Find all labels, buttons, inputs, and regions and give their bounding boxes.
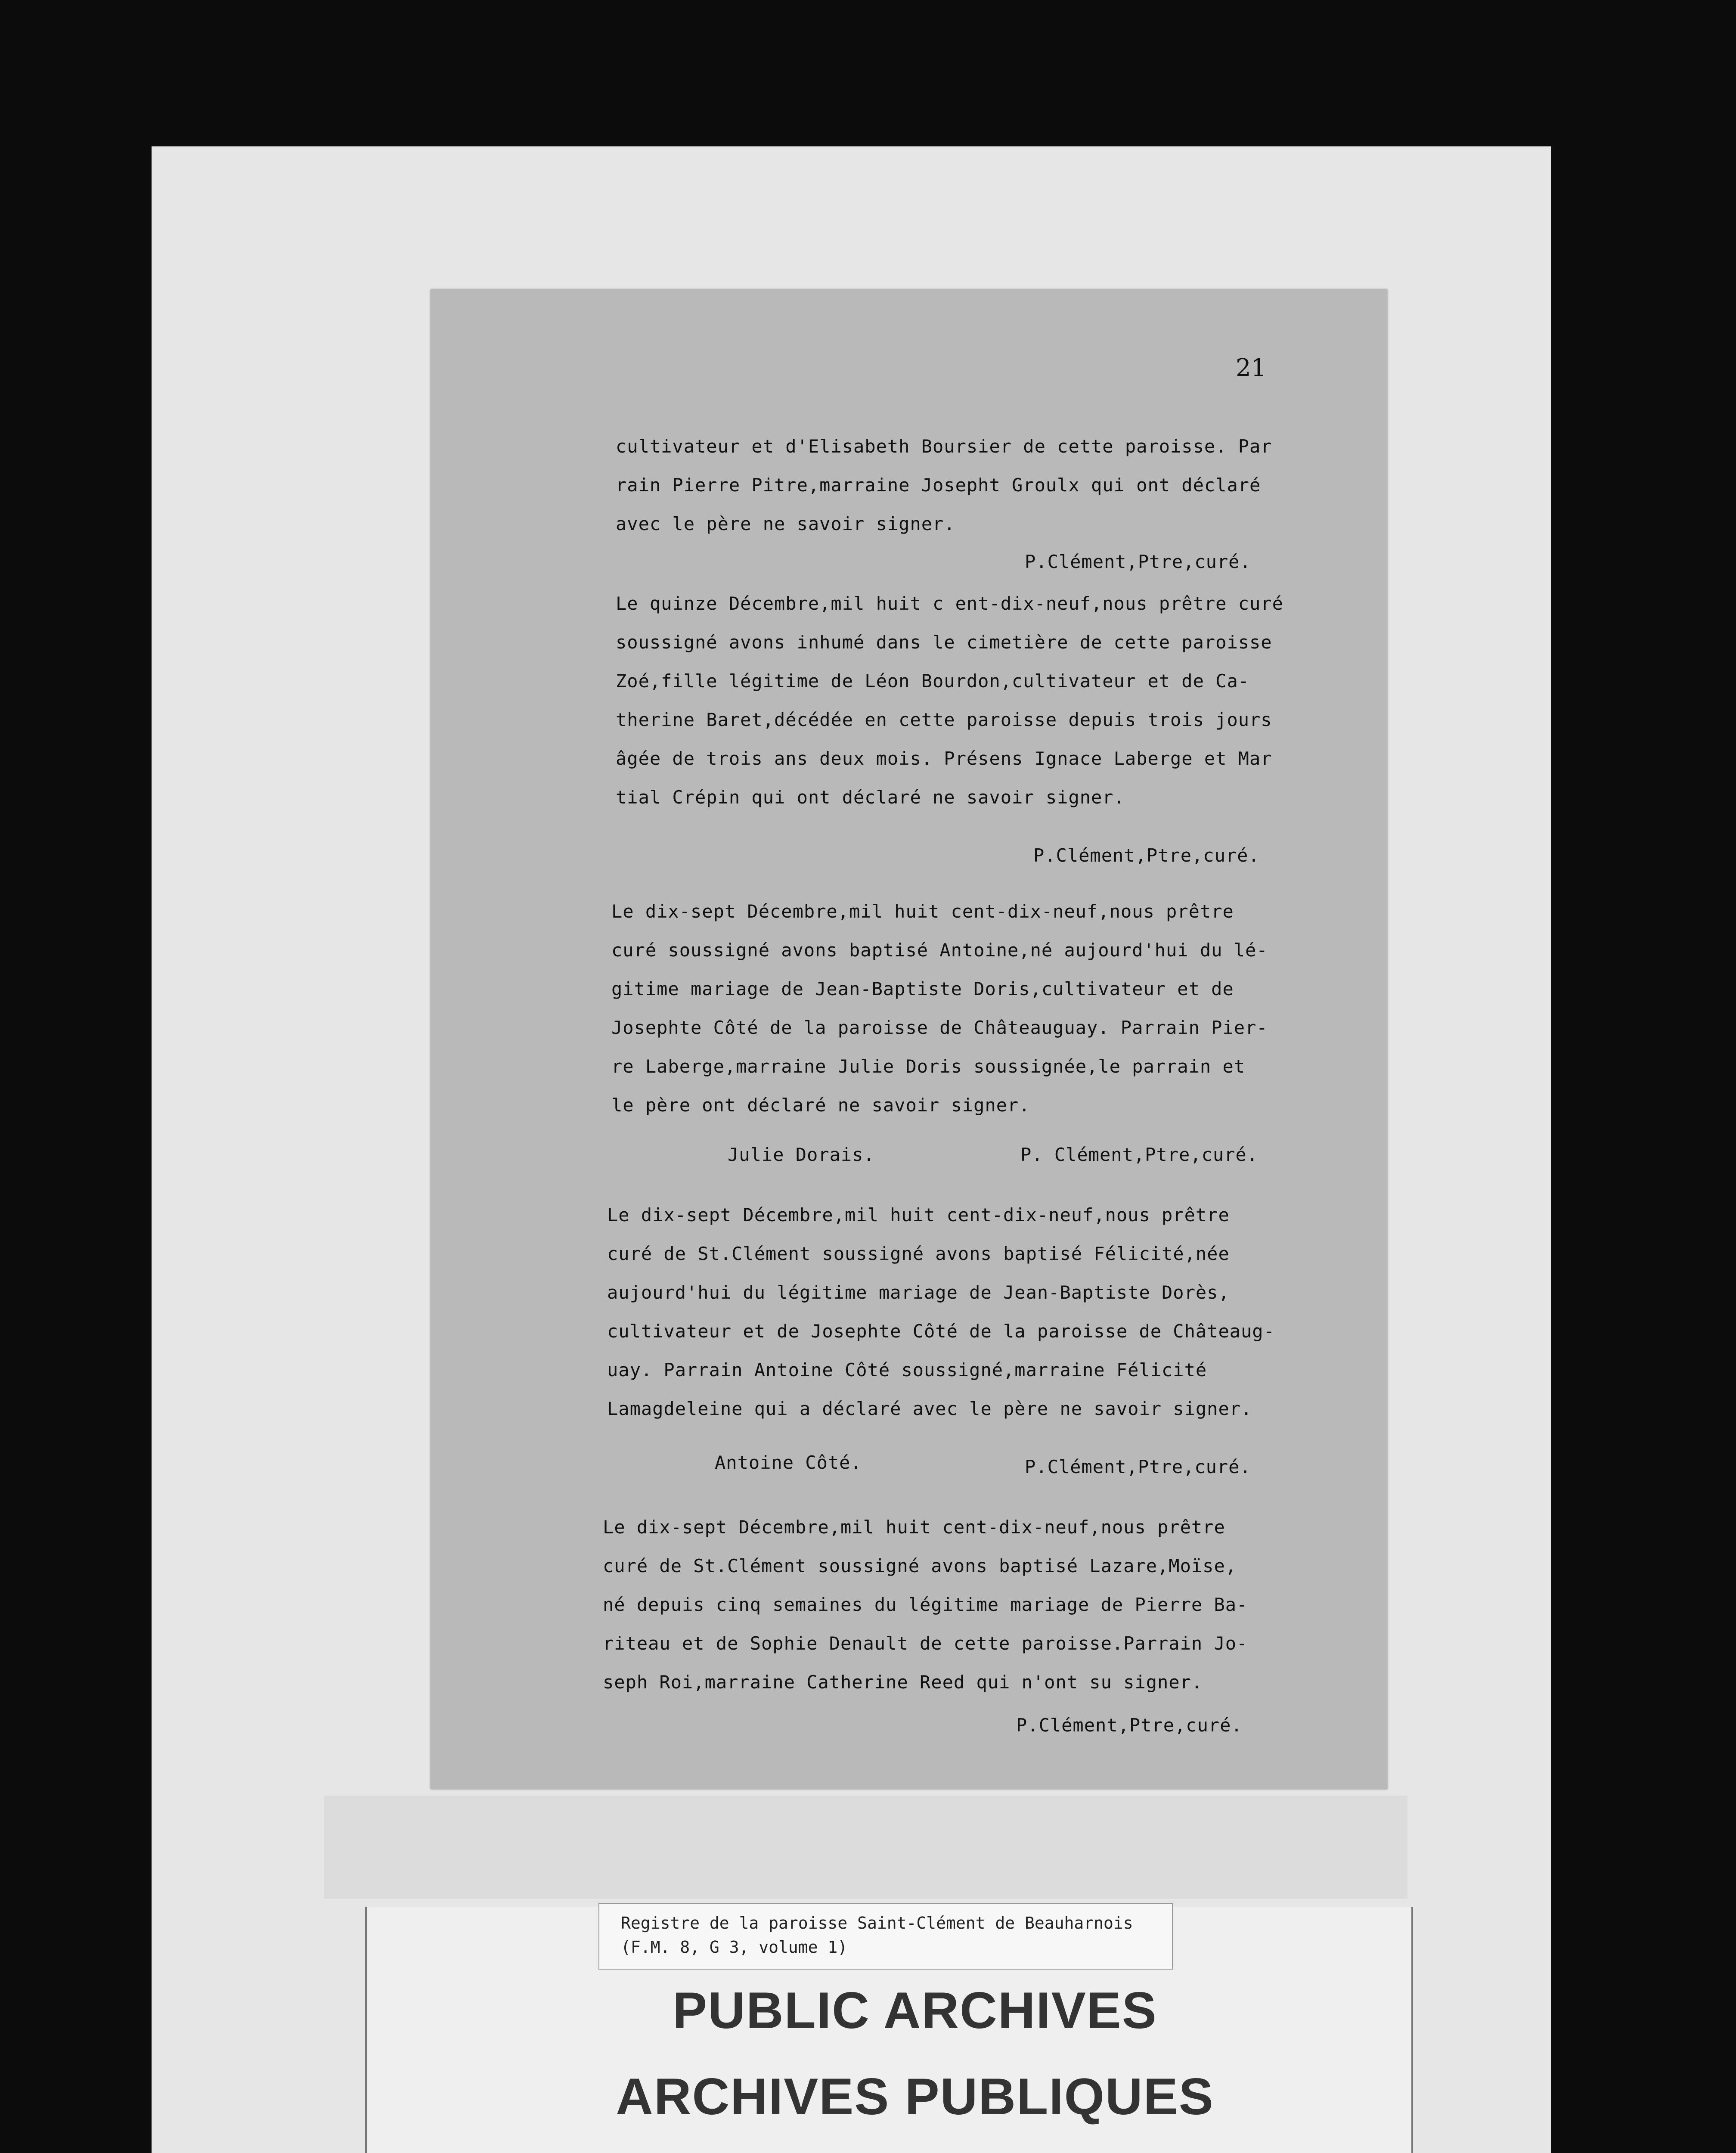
witness-signature: Antoine Côté. [715, 1452, 862, 1473]
priest-signature: P. Clément,Ptre,curé. [1020, 1144, 1259, 1165]
priest-signature: P.Clément,Ptre,curé. [1033, 845, 1260, 866]
text-line: curé de St.Clément soussigné avons baptisé Lazare,Moïse, [603, 1555, 1237, 1576]
text-line: aujourd'hui du légitime mariage de Jean-Baptiste Dorès, [607, 1282, 1230, 1303]
priest-signature: P.Clément,Ptre,curé. [1025, 551, 1251, 572]
text-line: cultivateur et d'Elisabeth Boursier de cette paroisse. Par [616, 436, 1272, 457]
slip-reference: (F.M. 8, G 3, volume 1) [621, 1938, 848, 1957]
text-line: rain Pierre Pitre,marraine Josepht Groulx qui ont déclaré [616, 475, 1261, 496]
text-line: gitime mariage de Jean-Baptiste Doris,cultivateur et de [611, 978, 1234, 999]
text-line: Zoé,fille légitime de Léon Bourdon,cultivateur et de Ca- [616, 670, 1250, 692]
text-line: tial Crépin qui ont déclaré ne savoir signer. [616, 787, 1125, 808]
text-line: né depuis cinq semaines du légitime mariage de Pierre Ba- [603, 1594, 1248, 1615]
text-line: Le dix-sept Décembre,mil huit cent-dix-neuf,nous prêtre [611, 901, 1234, 922]
priest-signature: P.Clément,Ptre,curé. [1025, 1456, 1251, 1477]
text-line: âgée de trois ans deux mois. Présens Ignace Laberge et Mar [616, 748, 1272, 769]
text-line: soussigné avons inhumé dans le cimetière de cette paroisse [616, 632, 1272, 653]
text-line: Le quinze Décembre,mil huit c ent-dix-neuf,nous prêtre curé [616, 593, 1283, 614]
text-line: Josephte Côté de la paroisse de Châteauguay. Parrain Pier- [611, 1017, 1268, 1038]
register-page [431, 289, 1387, 1789]
witness-signature: Julie Dorais. [728, 1144, 875, 1165]
slip-title: Registre de la paroisse Saint-Clément de Beauharnois [621, 1914, 1133, 1933]
text-line: avec le père ne savoir signer. [616, 513, 955, 534]
stamp-public-archives: PUBLIC ARCHIVES [673, 1982, 1157, 2039]
reference-slip [598, 1903, 1173, 1970]
text-line: Lamagdeleine qui a déclaré avec le père ne savoir signer. [607, 1398, 1252, 1419]
text-line: re Laberge,marraine Julie Doris soussignée,le parrain et [611, 1056, 1246, 1077]
backing-strip [324, 1796, 1407, 1899]
text-line: Le dix-sept Décembre,mil huit cent-dix-neuf,nous prêtre [607, 1204, 1230, 1225]
stamp-archives-publiques: ARCHIVES PUBLIQUES [616, 2068, 1214, 2125]
text-line: uay. Parrain Antoine Côté soussigné,marraine Félicité [607, 1359, 1207, 1381]
text-line: cultivateur et de Josephte Côté de la paroisse de Châteaug- [607, 1321, 1275, 1342]
text-line: Le dix-sept Décembre,mil huit cent-dix-neuf,nous prêtre [603, 1517, 1225, 1538]
text-line: le père ont déclaré ne savoir signer. [611, 1095, 1030, 1116]
text-line: curé de St.Clément soussigné avons baptisé Félicité,née [607, 1243, 1230, 1264]
text-line: therine Baret,décédée en cette paroisse depuis trois jours [616, 709, 1272, 730]
text-line: riteau et de Sophie Denault de cette paroisse.Parrain Jo- [603, 1633, 1248, 1654]
text-line: curé soussigné avons baptisé Antoine,né aujourd'hui du lé- [611, 940, 1268, 961]
priest-signature: P.Clément,Ptre,curé. [1016, 1715, 1243, 1736]
text-line: seph Roi,marraine Catherine Reed qui n'ont su signer. [603, 1672, 1203, 1693]
page-number: 21 [1236, 354, 1267, 382]
